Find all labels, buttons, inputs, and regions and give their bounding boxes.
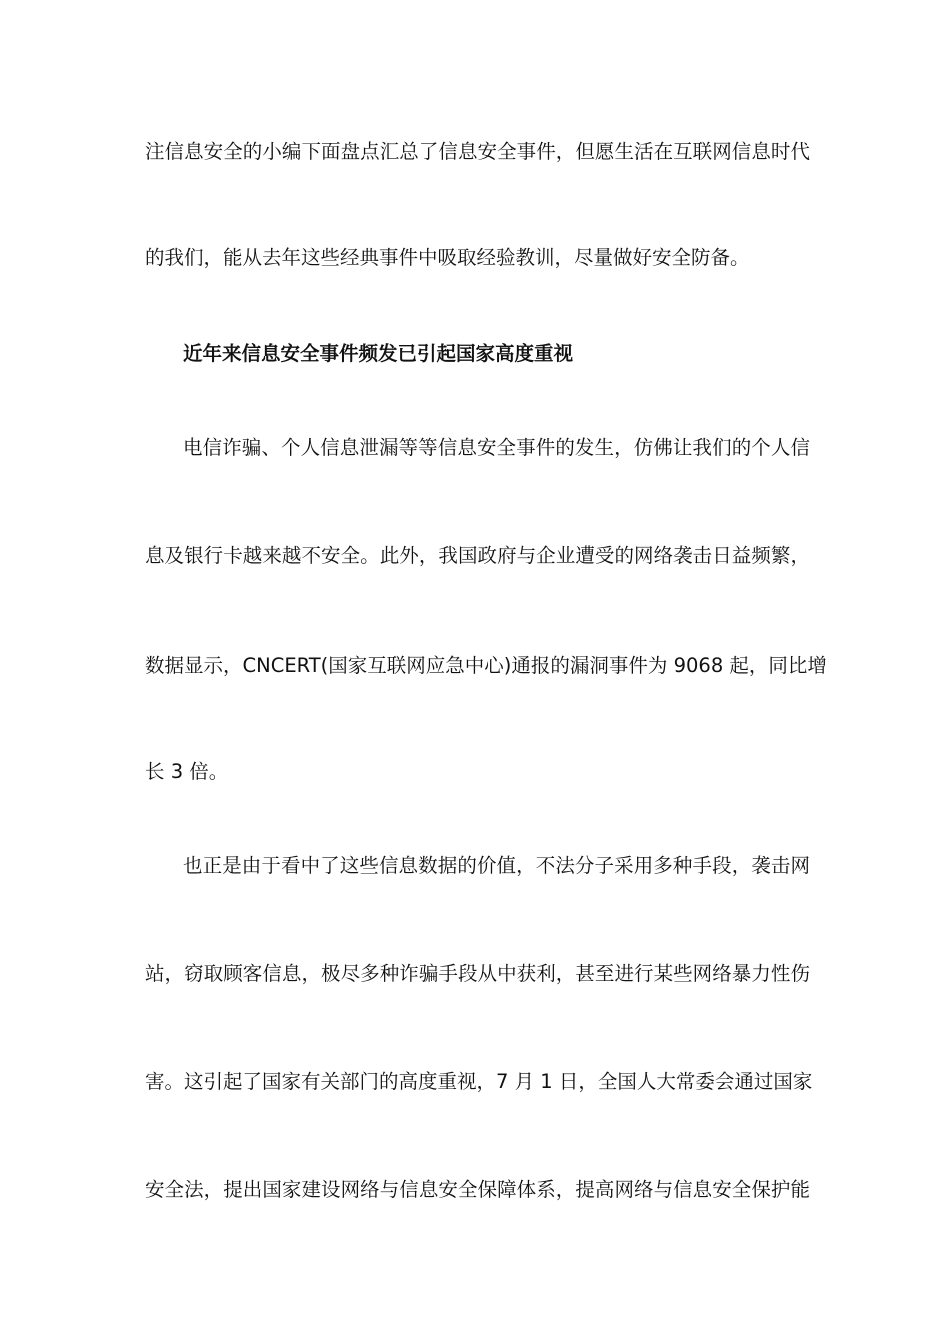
paragraph-line: 安全法，提出国家建设网络与信息安全保障体系，提高网络与信息安全保护能 <box>145 1178 810 1201</box>
paragraph-line: 的我们，能从去年这些经典事件中吸取经验教训，尽量做好安全防备。 <box>145 246 750 269</box>
section-heading: 近年来信息安全事件频发已引起国家高度重视 <box>183 342 574 365</box>
paragraph-line: 电信诈骗、个人信息泄漏等等信息安全事件的发生，仿佛让我们的个人信 <box>183 436 810 459</box>
paragraph-line: 长 3 倍。 <box>145 760 229 783</box>
paragraph-line: 数据显示，CNCERT(国家互联网应急中心)通报的漏洞事件为 9068 起，同比增 <box>145 654 827 677</box>
paragraph-line: 息及银行卡越来越不安全。此外，我国政府与企业遭受的网络袭击日益频繁， <box>145 544 810 567</box>
paragraph-line: 害。这引起了国家有关部门的高度重视，7 月 1 日，全国人大常委会通过国家 <box>145 1070 813 1093</box>
paragraph-line: 也正是由于看中了这些信息数据的价值，不法分子采用多种手段，袭击网 <box>183 854 810 877</box>
paragraph-line: 注信息安全的小编下面盘点汇总了信息安全事件，但愿生活在互联网信息时代 <box>145 140 810 163</box>
paragraph-line: 站，窃取顾客信息，极尽多种诈骗手段从中获利，甚至进行某些网络暴力性伤 <box>145 962 810 985</box>
